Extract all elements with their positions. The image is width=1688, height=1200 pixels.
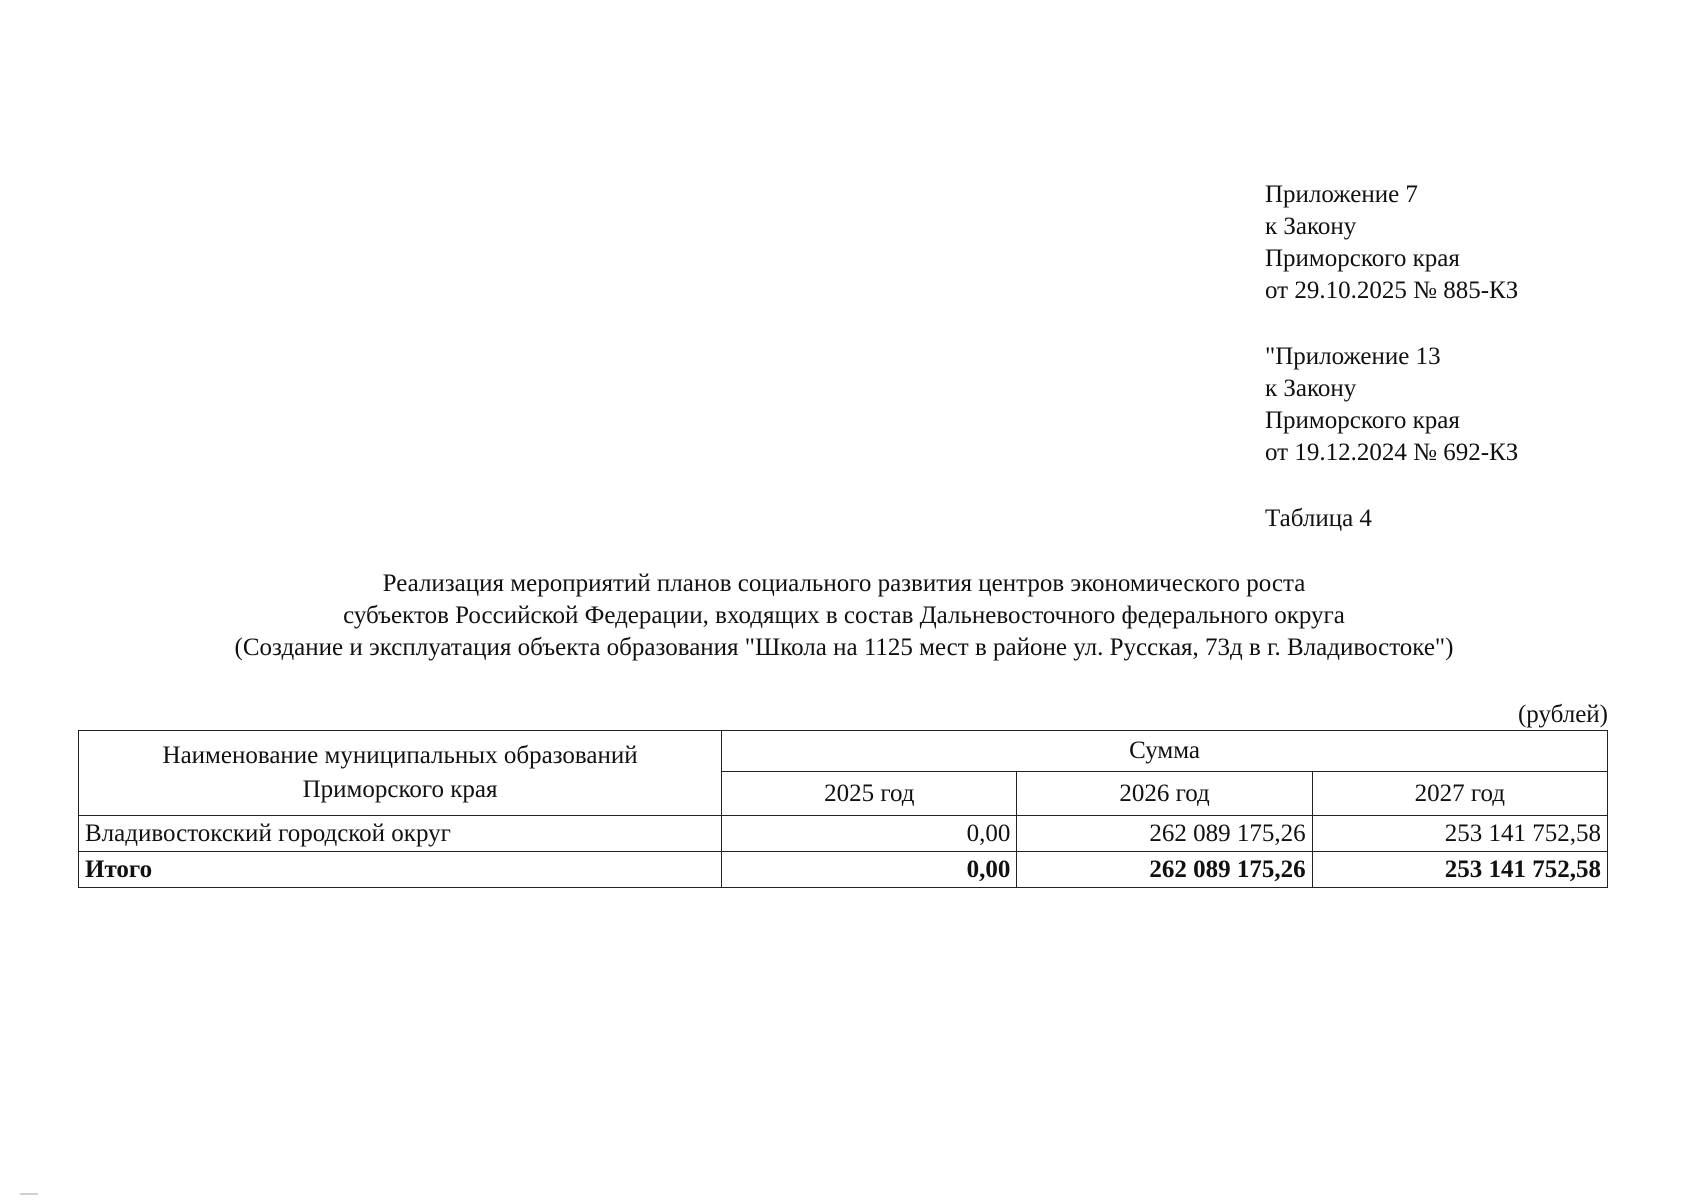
row-value-2027: 253 141 752,58 [1312,816,1607,852]
scan-artifact [20,1193,38,1195]
appendix-13-line: "Приложение 13 [1265,343,1441,370]
header-sum: Сумма [722,731,1608,772]
appendix-7-law-line: к Закону [1265,213,1357,240]
row-value-2025: 0,00 [722,816,1017,852]
title-line-2: субъектов Российской Федерации, входящих в состав Дальневосточного федерального округа [343,602,1345,629]
table-row [79,816,1608,852]
appendix-7-line: Приложение 7 [1265,181,1418,208]
table-header-row [79,731,1608,772]
row-municipality-name: Владивостокский городской округ [79,816,722,852]
appendix-13-date-line: от 19.12.2024 № 692-КЗ [1265,439,1519,466]
appendix-13-region-line: Приморского края [1265,407,1460,434]
table-number-label: Таблица 4 [1265,505,1372,532]
row-value-2026: 262 089 175,26 [1017,816,1312,852]
units-label: (рублей) [1517,701,1608,728]
header-municipality-line-1: Наименование муниципальных образований [162,742,638,769]
header-municipality-line-2: Приморского края [302,776,498,803]
title-line-3: (Создание и эксплуатация объекта образования "Школа на 1125 мест в районе ул. Русская, 73д в г. Владивостоке") [234,634,1454,661]
header-year-2026: 2026 год [1017,772,1312,816]
header-year-2025: 2025 год [722,772,1017,816]
total-value-2026: 262 089 175,26 [1017,852,1312,888]
appendix-13-header [1265,341,1518,469]
title-line-1: Реализация мероприятий планов социального развития центров экономического роста [382,570,1306,597]
table-number [1265,503,1372,535]
total-value-2027: 253 141 752,58 [1312,852,1607,888]
appendix-7-region-line: Приморского края [1265,245,1460,272]
appendix-7-date-line: от 29.10.2025 № 885-КЗ [1265,277,1519,304]
appendix-7-header [1265,179,1518,307]
total-value-2025: 0,00 [722,852,1017,888]
total-label: Итого [79,852,722,888]
header-municipality [79,731,722,816]
table-total-row [79,852,1608,888]
document-title [0,568,1688,664]
budget-table [78,730,1608,888]
appendix-13-law-line: к Закону [1265,375,1357,402]
header-year-2027: 2027 год [1312,772,1607,816]
